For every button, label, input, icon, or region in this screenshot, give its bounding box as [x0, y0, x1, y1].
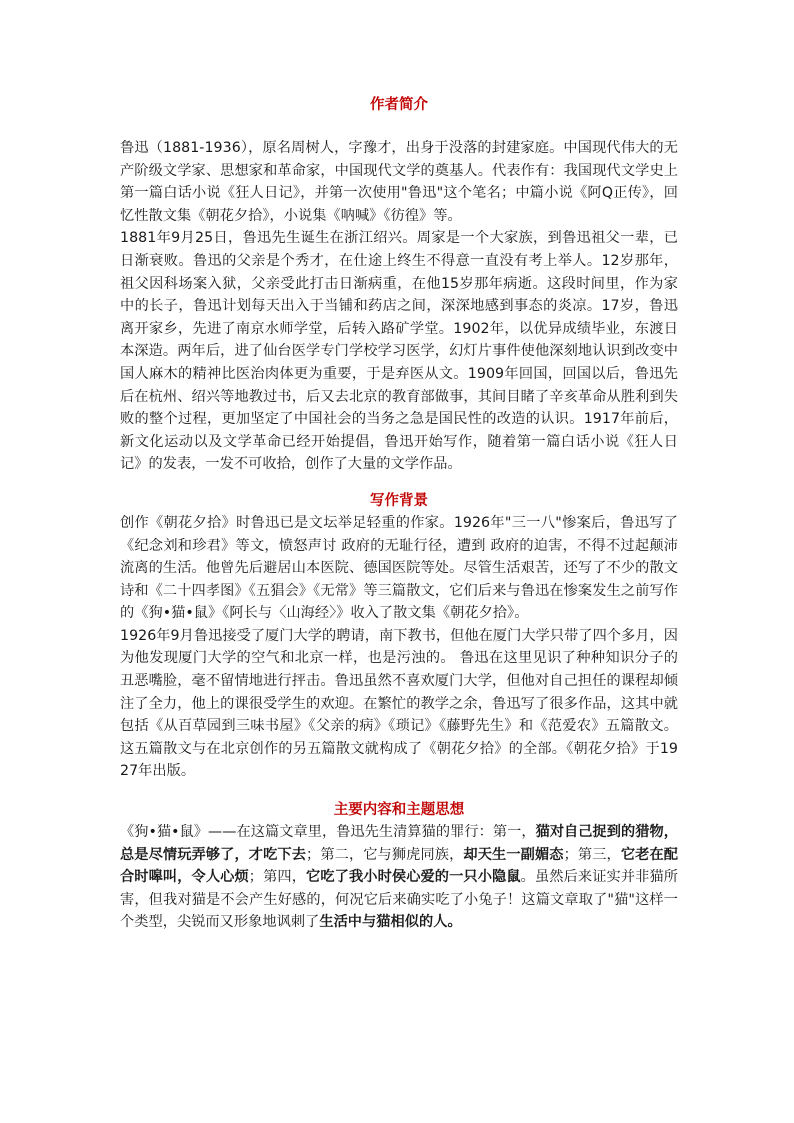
content-segment: ；第二，它与狮虎同族，	[306, 846, 464, 863]
content-segment-bold: 它吃了我小时侯心爱的一只小隐鼠	[306, 869, 521, 886]
content-segment-bold: 生活中与猫相似的人。	[319, 914, 462, 931]
content-segment-bold: 猫对自己捉到的猎物，总是尽情玩弄够了，才吃下去	[120, 824, 678, 863]
section-title-author: 作者简介	[370, 97, 428, 113]
content-segment-bold: 它老在配合时嗥叫，令人心烦	[120, 846, 679, 886]
background-paragraph-2: 1926年9月鲁迅接受了厦门大学的聘请，南下教书，但他在厦门大学只带了四个多月，因为他发现厦门大学的空气和北京一样，也是污浊的。 鲁迅在这里见识了种种知识分子的丑恶嘴脸，毫不留情地进行抨击。鲁迅虽然不喜欢厦门大学，但他对自己担任的课程却倾注了全力，他上的课很受学生的欢迎。在繁忙的教学之余，鲁迅写了很多作品，这其中就包括《从百草园到三味书屋》《父亲的病》《琐记》《藤野先生》和《范爱农》五篇散文。这五篇散文与在北京创作的另五篇散文就构成了《朝花夕拾》的全部。《朝花夕拾》于1927年出版。	[120, 627, 678, 780]
content-segment: 《狗•猫•鼠》——在这篇文章里，鲁迅先生清算猫的罪行：第一，	[120, 824, 536, 841]
content-segment: ；第三，	[563, 846, 621, 863]
background-paragraph-1: 创作《朝花夕拾》时鲁迅已是文坛举足轻重的作家。1926年"三一八"惨案后，鲁迅写了《纪念刘和珍君》等文，愤怒声讨 政府的无耻行径，遭到 政府的迫害，不得不过起颠沛流离的生活。他曾先后避居山本医院、德国医院等处。尽管生活艰苦，还写了不少的散文诗和《二十四孝图》《五猖会》《无常》等三篇散文，它们后来与鲁迅在惨案发生之前写作的《狗•猫•鼠》《阿长与〈山海经〉》收入了散文集《朝花夕拾》。	[120, 514, 678, 622]
content-segment-bold: 却天生一副媚态	[463, 846, 564, 863]
content-segment: 这篇文章取了"猫"这样一个类型，尖锐而又形象地讽刺了	[120, 891, 678, 931]
content-segment: ；第四，	[248, 869, 307, 886]
author-paragraph-2: 1881年9月25日，鲁迅先生诞生在浙江绍兴。周家是一个大家族，到鲁迅祖父一辈，已日渐衰败。鲁迅的父亲是个秀才，在仕途上终生不得意一直没有考上举人。12岁那年，祖父因科场案入狱，父亲受此打击日渐病重，在他15岁那年病逝。这段时间里，作为家中的长子，鲁迅计划每天出入于当铺和药店之间，深深地感到事态的炎凉。17岁，鲁迅离开家乡，先进了南京水师学堂，后转入路矿学堂。1902年，以优异成绩毕业，东渡日本深造。两年后，进了仙台医学专门学校学习医学，幻灯片事件使他深刻地认识到改变中国人麻木的精神比医治肉体更为重要，于是弃医从文。1909年回国，回国以后，鲁迅先后在杭州、绍兴等地教过书，后又去北京的教育部做事，其间目睹了辛亥革命从胜利到失败的整个过程，更加坚定了中国社会的当务之急是国民性的改造的认识。1917年前后，新文化运动以及文学革命已经开始提倡，鲁迅开始写作，随着第一篇白话小说《狂人日记》的发表，一发不可收拾，创作了大量的文学作品。	[120, 230, 678, 473]
content-segment: 。虽然后来证实并非猫所害，但我对猫是不会产生好感的，何况它后来确实吃了小兔子！	[120, 869, 678, 908]
section-title-background: 写作背景	[370, 492, 428, 509]
author-paragraph-1: 鲁迅（1881-1936），原名周树人，字豫才，出身于没落的封建家庭。中国现代伟大的无产阶级文学家、思想家和革命家，中国现代文学的奠基人。代表作有：我国现代文学史上第一篇白话小说《狂人日记》，并第一次使用"鲁迅"这个笔名；中篇小说《阿Q正传》，回忆性散文集《朝花夕拾》，小说集《呐喊》《彷徨》等。	[120, 140, 678, 224]
document-page	[120, 0, 678, 934]
section-title-content: 主要内容和主题思想	[333, 802, 465, 819]
content-paragraph	[120, 821, 678, 934]
